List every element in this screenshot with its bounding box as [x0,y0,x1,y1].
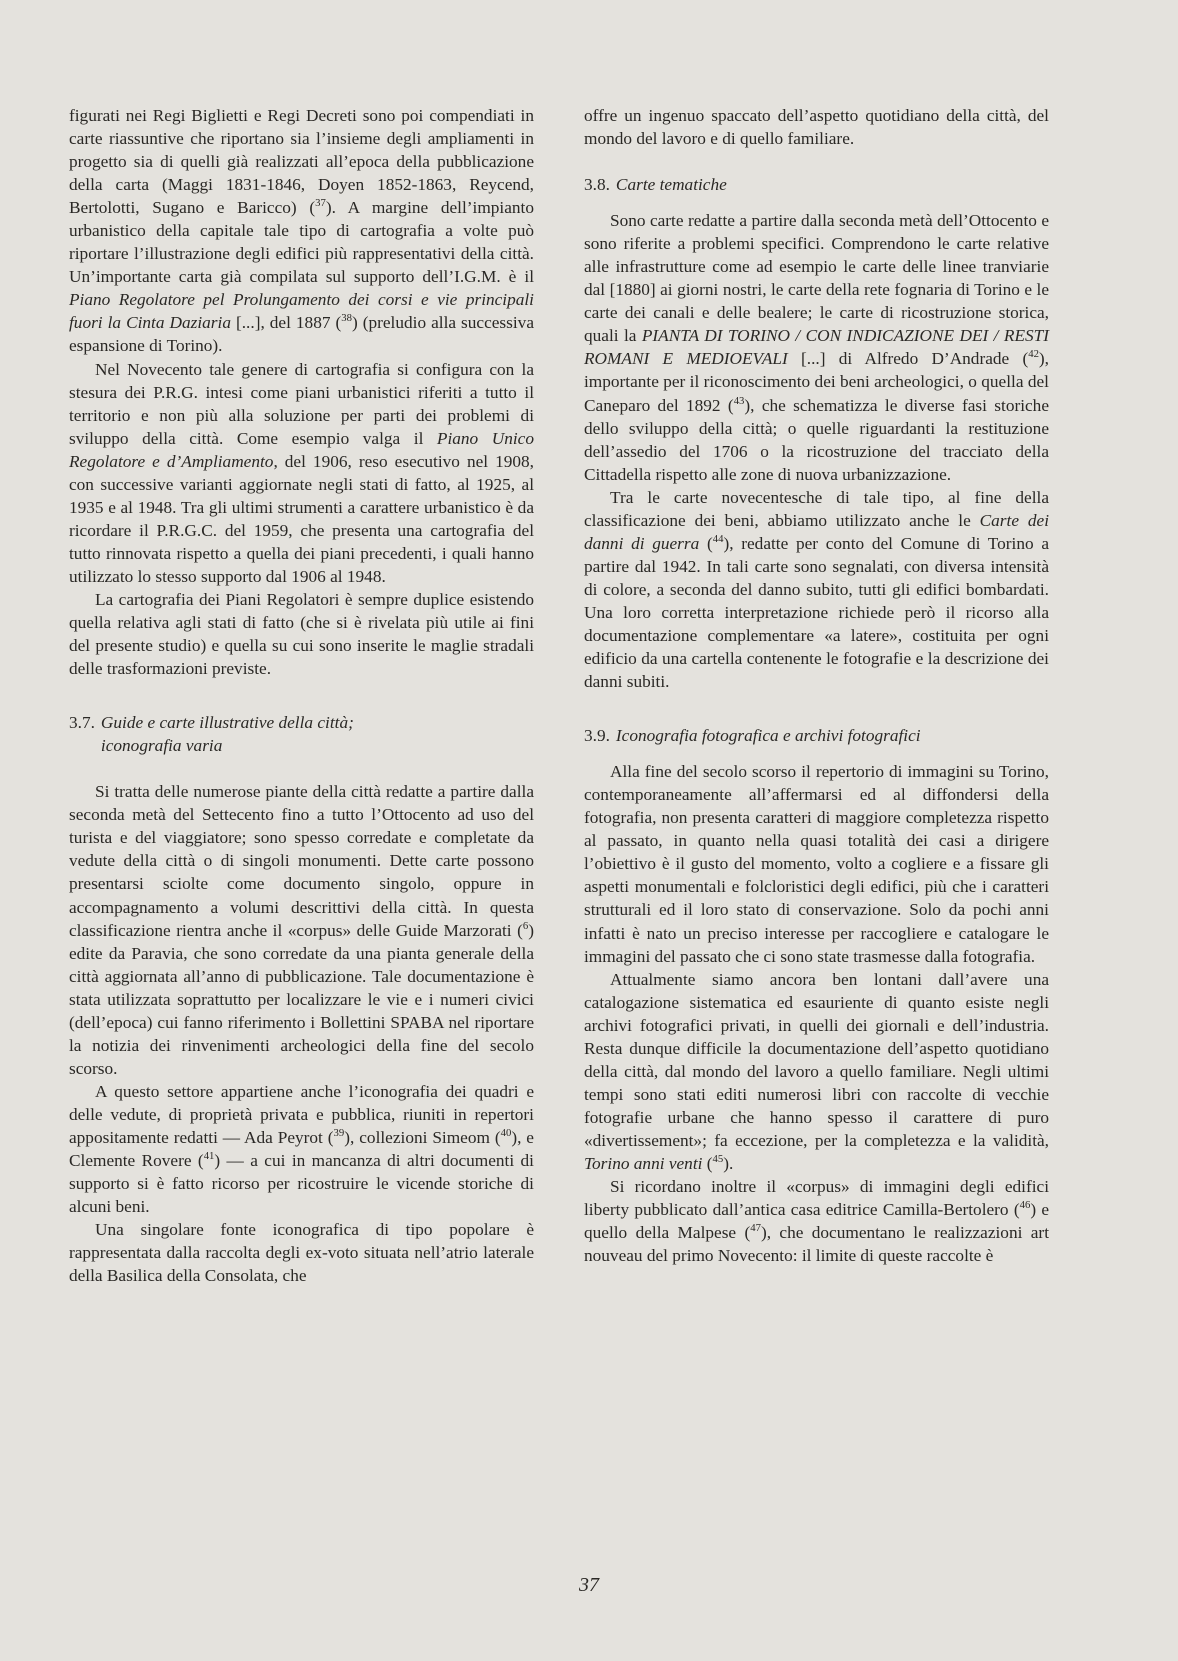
text-run: ), che documentano le realizzazioni art nouveau del primo Novecento: il limite di queste raccolte è [584,1223,1049,1266]
page-number: 37 [579,1574,599,1596]
text-run: ) edite da Paravia, che sono corredate da una pianta generale della città aggiornata all’anno di pubblicazione. Tale documentazione è stata utilizzata soprattutto per localizzare le vie e i numeri civici (dell’epoca) cui fanno riferimento i Bollettini SPABA nel riportare la notizia dei rinvenimenti archeologici della fine del secolo scorso. [69,920,534,1078]
text-run: A questo settore appartiene anche l’iconografia dei quadri e delle vedute, di proprietà privata e pubblica, riuniti in repertori appositamente redatti — Ada Peyrot ( [69,1081,534,1147]
right-text-column [584,104,1049,1267]
paragraph [69,104,534,358]
section-title [616,726,921,745]
text-run: ), che schematizza le diverse fasi storiche dello sviluppo della città; o quelle riguardanti la restituzione dell’assedio del 1706 o la ricostruzione del tracciato della Cittadella rispetto alle zone di nuova urbanizzazione. [584,395,1049,484]
text-run: [...] di Alfredo D’Andrade ( [787,349,1029,369]
text-run: Sono carte redatte a partire dalla seconda metà dell’Ottocento e sono riferite a problemi specifici. Comprendono le carte relative alle infrastrutture come ad esempio le carte delle linee tranviarie dal [1880] ai giorni nostri, le carte della rete fognaria di Torino e le carte dei canali e delle bealere; le carte di ricostruzione storica, quali la [584,211,1049,346]
footnote-ref: 37 [315,197,326,210]
spacer [584,747,1049,760]
italic-title: Piano Regolatore pel Prolungamento dei corsi e vie principali fuori la Cinta Daziaria [69,290,534,333]
text-run: offre un ingenuo spaccato dell’aspetto quotidiano della città, del mondo del lavoro e di quello familiare. [584,106,1049,149]
italic-title: Carte dei danni di guerra [584,510,1049,553]
paragraph [69,1218,534,1287]
footnote-ref: 43 [733,394,745,407]
section-number: 3.9. [584,726,610,746]
text-run: ( [702,1153,713,1173]
section-number: 3.7. [69,713,95,733]
text-run: ). A margine dell’impianto urbanistico della capitale tale tipo di cartografia a volte può riportare l’illustrazione degli edifici più rappresentativi della città. Un’importante carta già compilata sul supporto dell’I.G.M. è il [69,198,534,287]
section-title [616,175,727,194]
spacer [69,757,534,780]
paragraph [584,104,1049,150]
section-title-line: Carte tematiche [615,175,727,195]
text-run: ), redatte per conto del Comune di Torino a partire dal 1942. In tali carte sono segnalati, con diversa intensità di colore, a seconda del danno subito, tutti gli edifici bombardati. Una loro corretta interpretazione richiede però il ricorso alla documentazione complementare «a latere», costituita per ogni edificio da una cartella contenente le fotografie e la descrizione dei danni subiti. [584,533,1049,692]
text-run: Una singolare fonte iconografica di tipo popolare è rappresentata dalla raccolta degli ex-voto situata nell’atrio laterale della Basilica della Consolata, che [69,1220,534,1286]
section-title-line: iconografia varia [100,736,223,756]
paragraph [69,588,534,680]
text-run: ) — a cui in mancanza di altri documenti di supporto si è fatto ricorso per ricostruire le vicende storiche di alcuni beni. [69,1151,534,1217]
text-run: ) e quello della Malpese ( [584,1200,1049,1243]
section-title [101,711,354,757]
italic-title: PIANTA DI TORINO / CON INDICAZIONE DEI / RESTI ROMANI E MEDIOEVALI [584,326,1050,369]
italic-title: Torino anni venti [584,1153,703,1173]
left-text-column [69,104,534,1287]
paragraph [584,968,1049,1175]
paragraph [584,760,1049,967]
footnote-ref: 44 [712,533,724,546]
spacer [584,150,1049,173]
footnote-ref: 39 [333,1127,345,1140]
footnote-ref: 42 [1028,348,1039,361]
footnote-ref: 6 [522,919,529,932]
text-run: ) (preludio alla successiva espansione di Torino). [69,313,534,356]
section-heading [69,711,534,757]
italic-title: Piano Unico Regolatore e d’Ampliamento [69,428,534,471]
text-run: Alla fine del secolo scorso il repertorio di immagini su Torino, contemporaneamente all’affermarsi ed al diffondersi della fotografia, non presenta caratteri di maggiore completezza rispetto al passato, in quanto nella quasi totalità dei casi a dirigere l’obiettivo è il gusto del momento, volto a cogliere e a fissare gli aspetti monumentali e folcloristici degli edifici, più che i caratteri strutturali ed il loro stato di conservazione. Solo da pochi anni infatti è nato un preciso interesse per raccogliere e catalogare le immagini del passato che ci sono state trasmesse dalla fotografia. [584,762,1049,966]
footnote-ref: 45 [712,1153,724,1166]
footnote-ref: 41 [203,1150,215,1163]
text-run: Attualmente siamo ancora ben lontani dall’avere una catalogazione sistematica ed esauriente di quanto esiste negli archivi fotografici privati, in quelli dei giornali e dell’industria. Resta dunque difficile la documentazione dell’aspetto quotidiano della città, dal mondo del lavoro a quello familiare. Negli ultimi tempi sono stati editi numerosi libri con raccolte di vecchie fotografie urbane che hanno spesso il carattere di puro «divertissement»; fa eccezione, per la completezza e la validità, [584,969,1049,1150]
spacer [584,693,1049,724]
text-run: ). [723,1153,734,1173]
text-run: Tra le carte novecentesche di tale tipo, al fine della classificazione dei beni, abbiamo utilizzato anche le [584,487,1049,530]
text-run: Si ricordano inoltre il «corpus» di immagini degli edifici liberty pubblicato dall’antica casa editrice Camilla-Bertolero ( [584,1177,1049,1220]
section-title-line: Guide e carte illustrative della città; [100,713,354,733]
text-run: [...], del 1887 ( [230,313,342,333]
text-run: figurati nei Regi Biglietti e Regi Decreti sono poi compendiati in carte riassuntive che riportano sia l’insieme degli ampliamenti in progetto sia di quelli già realizzati all’epoca della pubblicazione della carta (Maggi 1831-1846, Doyen 1852-1863, Reycend, Bertolotti, Sugano e Baricco) ( [69,106,534,218]
text-run: ), e Clemente Rovere ( [69,1127,534,1171]
paragraph [584,486,1049,693]
paragraph [69,1080,534,1218]
section-number: 3.8. [584,175,610,195]
footnote-ref: 38 [341,312,352,325]
footnote-ref: 47 [750,1222,761,1235]
section-heading [584,173,1049,196]
footnote-ref: 40 [500,1127,512,1140]
text-run: , del 1906, reso esecutivo nel 1908, con successive varianti aggiornate negli stati di fatto, al 1925, al 1935 e al 1948. Tra gli ultimi strumenti a carattere urbanistico è da ricordare il P.R.G.C. del 1959, che presenta una cartografia del tutto rinnovata rispetto a quella dei piani precedenti, i quali hanno utilizzato lo stesso supporto dal 1906 al 1948. [69,451,534,586]
section-heading [584,724,1049,747]
paragraph [584,1175,1049,1267]
paragraph [69,358,534,588]
text-run: Si tratta delle numerose piante della città redatte a partire dalla seconda metà del Settecento fino a tutto l’Ottocento ad uso del turista e del viaggiatore; sono spesso corredate e completate da vedute della città o di singoli monumenti. Dette carte possono presentarsi sciolte come documento singolo, oppure in accompagnamento a volumi descrittivi della città. In questa classificazione rientra anche il «corpus» delle Guide Marzorati ( [69,782,534,940]
text-run: ), importante per il riconoscimento dei beni archeologici, o quella del Caneparo del 1892 ( [584,349,1049,415]
text-run: Nel Novecento tale genere di cartografia si configura con la stesura dei P.R.G. intesi come piani urbanistici riferiti a tutto il territorio e non più alla soluzione per parti dei problemi di sviluppo della città. Come esempio valga il [69,359,534,448]
section-title-line: Iconografia fotografica e archivi fotografici [615,726,921,746]
text-run: ( [699,533,713,553]
text-run: ), collezioni Simeom ( [344,1127,501,1147]
spacer [584,196,1049,209]
paragraph [584,209,1049,486]
spacer [69,680,534,711]
paragraph [69,780,534,1080]
footnote-ref: 46 [1019,1199,1031,1212]
text-run: La cartografia dei Piani Regolatori è sempre duplice esistendo quella relativa agli stati di fatto (che si è rivelata più utile ai fini del presente studio) e quella su cui sono inserite le maglie stradali delle trasformazioni previste. [69,589,534,679]
